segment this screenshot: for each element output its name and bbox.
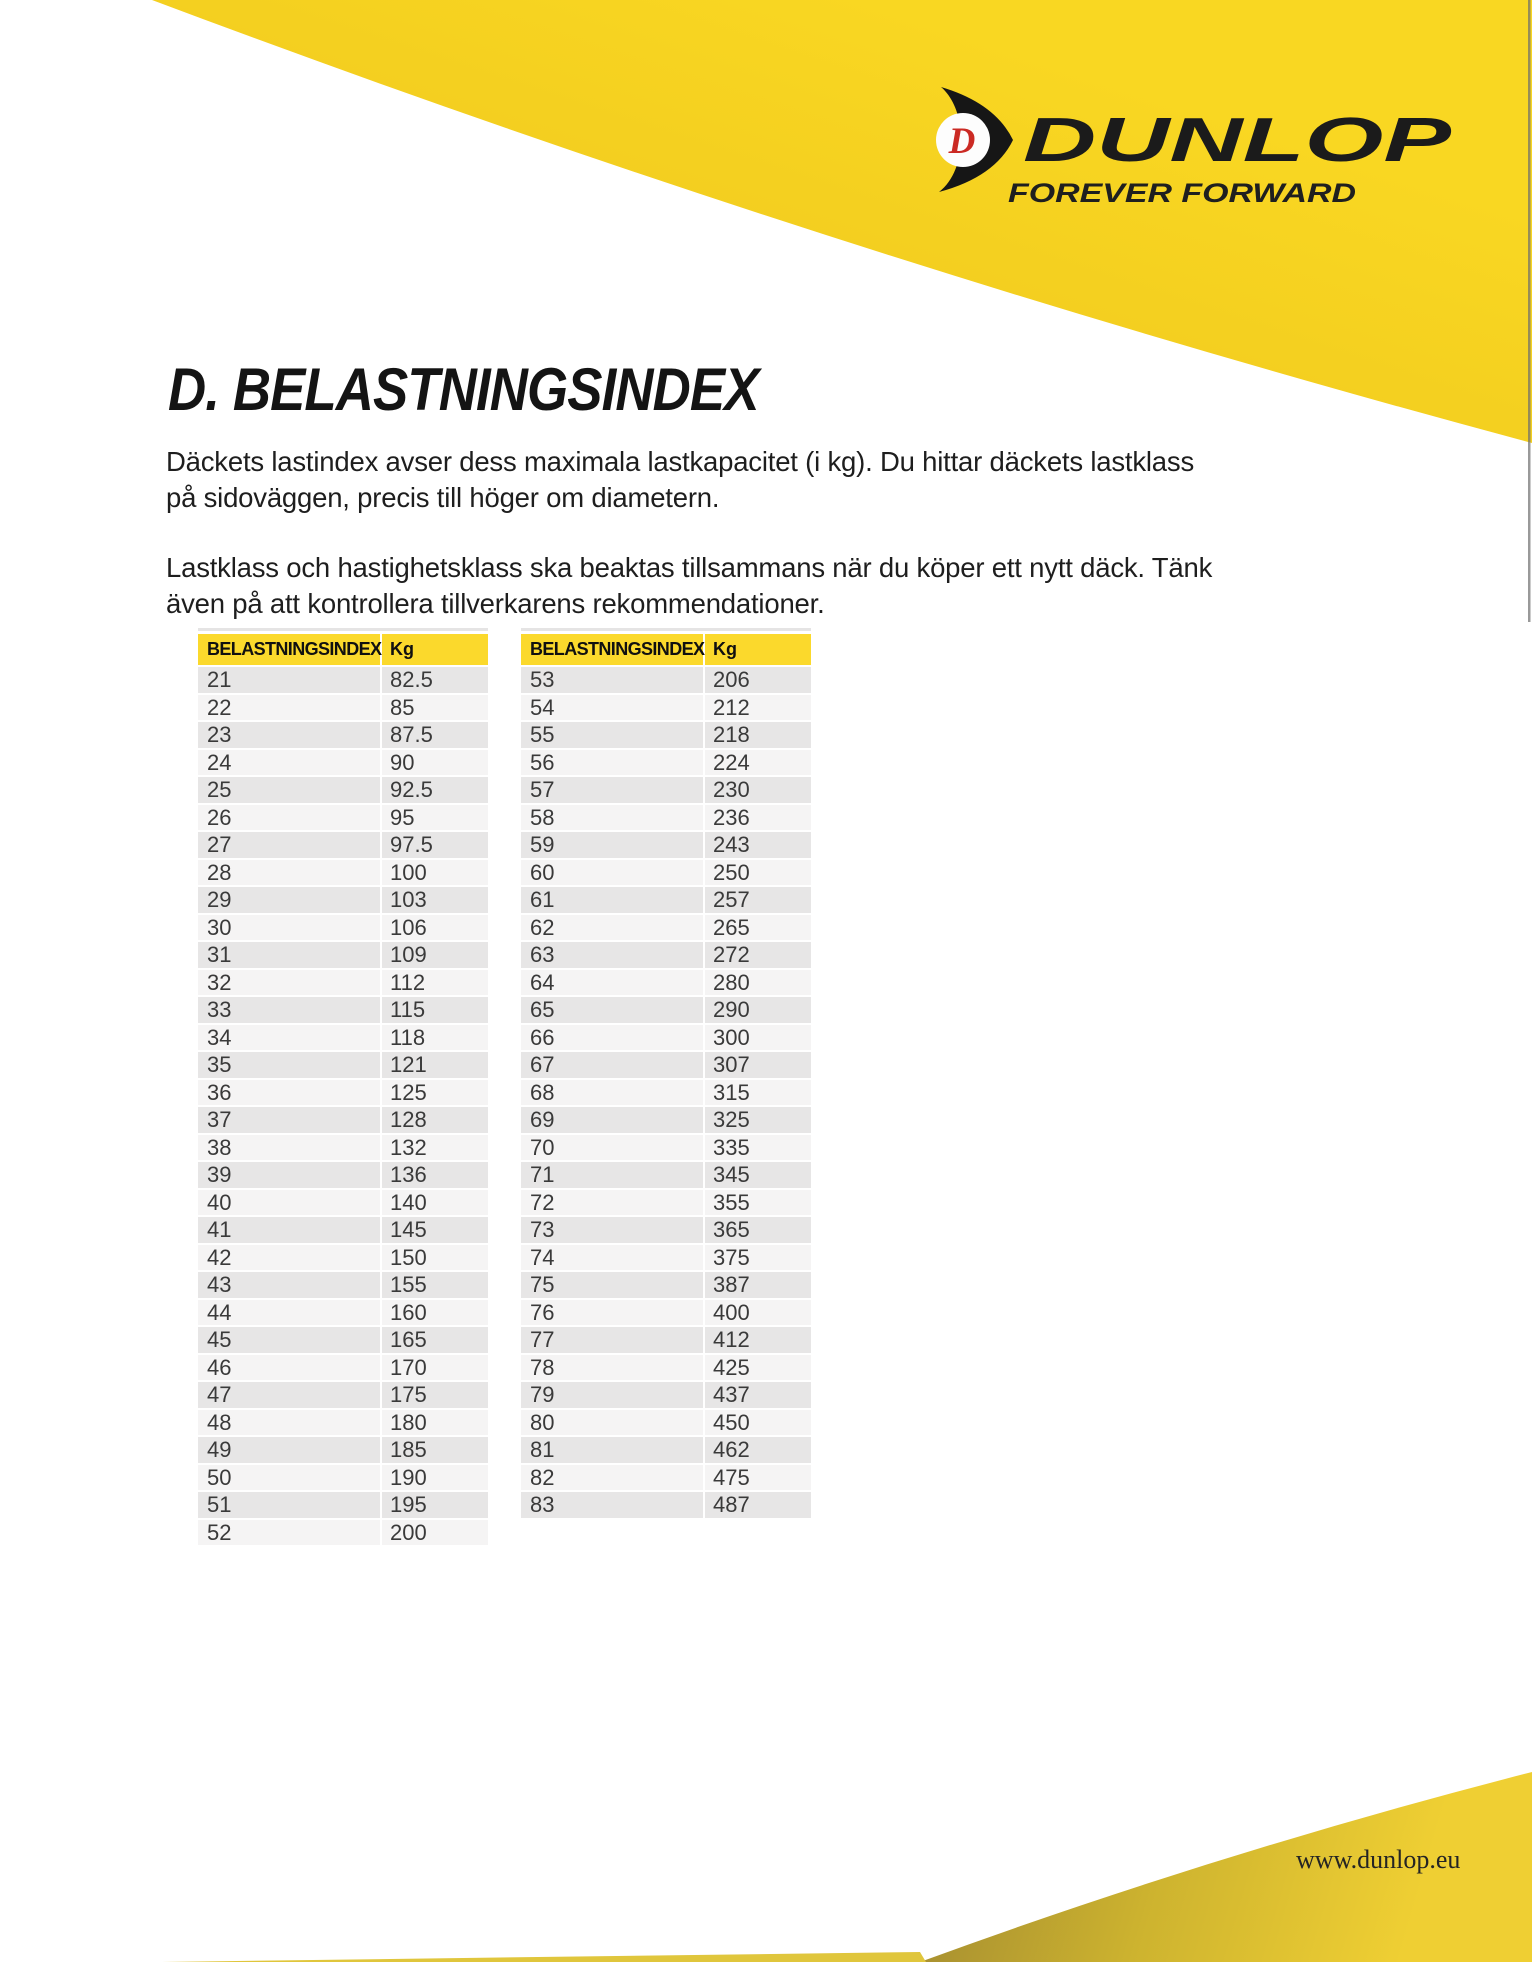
intro-paragraph-line2: på sidoväggen, precis till höger om diametern. (166, 482, 720, 513)
load-index-value: 30 (198, 915, 380, 941)
load-index-value: 44 (198, 1300, 380, 1326)
table-row (521, 1492, 811, 1518)
kg-value: 125 (382, 1080, 488, 1106)
load-index-value: 40 (198, 1190, 380, 1216)
kg-value: 315 (705, 1080, 811, 1106)
table-row (521, 915, 811, 941)
table-header (521, 634, 811, 665)
kg-value: 224 (705, 750, 811, 776)
table-row (521, 1190, 811, 1216)
load-index-value: 48 (198, 1410, 380, 1436)
load-index-value: 80 (521, 1410, 703, 1436)
column-header-kg: Kg (705, 634, 811, 665)
load-index-table-left (198, 628, 488, 1547)
table-row (198, 1355, 488, 1381)
table-row (521, 777, 811, 803)
load-index-value: 54 (521, 695, 703, 721)
table-row (521, 860, 811, 886)
kg-value: 115 (382, 997, 488, 1023)
table-row (198, 970, 488, 996)
kg-value: 112 (382, 970, 488, 996)
load-index-value: 49 (198, 1437, 380, 1463)
table-row (521, 805, 811, 831)
load-index-value: 29 (198, 887, 380, 913)
intro-paragraph-line1: Däckets lastindex avser dess maximala lastkapacitet (i kg). Du hittar däckets lastklass (166, 446, 1195, 477)
table-row (198, 1272, 488, 1298)
load-index-value: 55 (521, 722, 703, 748)
table-row (521, 832, 811, 858)
table-body (521, 667, 811, 1518)
kg-value: 212 (705, 695, 811, 721)
table-row (521, 667, 811, 693)
kg-value: 103 (382, 887, 488, 913)
kg-value: 150 (382, 1245, 488, 1271)
load-index-value: 65 (521, 997, 703, 1023)
kg-value: 82.5 (382, 667, 488, 693)
load-index-value: 37 (198, 1107, 380, 1133)
table-row (198, 1025, 488, 1051)
table-row (198, 1052, 488, 1078)
kg-value: 140 (382, 1190, 488, 1216)
kg-value: 121 (382, 1052, 488, 1078)
kg-value: 280 (705, 970, 811, 996)
load-index-value: 76 (521, 1300, 703, 1326)
table-row (198, 1080, 488, 1106)
load-index-value: 24 (198, 750, 380, 776)
kg-value: 265 (705, 915, 811, 941)
table-row (521, 1437, 811, 1463)
table-row (198, 997, 488, 1023)
advice-paragraph-line2: även på att kontrollera tillverkarens rekommendationer. (166, 588, 825, 619)
table-row (521, 1382, 811, 1408)
kg-value: 257 (705, 887, 811, 913)
kg-value: 195 (382, 1492, 488, 1518)
kg-value: 160 (382, 1300, 488, 1326)
table-row (198, 1382, 488, 1408)
kg-value: 450 (705, 1410, 811, 1436)
load-index-value: 31 (198, 942, 380, 968)
load-index-value: 34 (198, 1025, 380, 1051)
kg-value: 365 (705, 1217, 811, 1243)
table-row (198, 1190, 488, 1216)
kg-value: 190 (382, 1465, 488, 1491)
load-index-value: 51 (198, 1492, 380, 1518)
table-row (521, 1107, 811, 1133)
kg-value: 218 (705, 722, 811, 748)
website-link[interactable]: www.dunlop.eu (1296, 1845, 1461, 1874)
load-index-value: 32 (198, 970, 380, 996)
load-index-value: 66 (521, 1025, 703, 1051)
load-index-value: 72 (521, 1190, 703, 1216)
kg-value: 325 (705, 1107, 811, 1133)
load-index-value: 78 (521, 1355, 703, 1381)
kg-value: 400 (705, 1300, 811, 1326)
table-row (198, 1245, 488, 1271)
table-row (198, 1327, 488, 1353)
kg-value: 307 (705, 1052, 811, 1078)
kg-value: 155 (382, 1272, 488, 1298)
logo-wordmark: DUNLOP (1023, 106, 1453, 175)
load-index-value: 22 (198, 695, 380, 721)
kg-value: 230 (705, 777, 811, 803)
table-row (521, 750, 811, 776)
kg-value: 375 (705, 1245, 811, 1271)
table-row (521, 722, 811, 748)
load-index-value: 83 (521, 1492, 703, 1518)
load-index-value: 75 (521, 1272, 703, 1298)
table-row (198, 832, 488, 858)
table-row (521, 1217, 811, 1243)
kg-value: 437 (705, 1382, 811, 1408)
table-row (198, 1520, 488, 1546)
load-index-value: 56 (521, 750, 703, 776)
load-index-value: 59 (521, 832, 703, 858)
table-row (521, 887, 811, 913)
kg-value: 85 (382, 695, 488, 721)
kg-value: 236 (705, 805, 811, 831)
load-index-value: 53 (521, 667, 703, 693)
load-index-value: 42 (198, 1245, 380, 1271)
kg-value: 97.5 (382, 832, 488, 858)
table-row (198, 1107, 488, 1133)
load-index-value: 21 (198, 667, 380, 693)
table-row (521, 695, 811, 721)
kg-value: 300 (705, 1025, 811, 1051)
table-row (521, 1080, 811, 1106)
kg-value: 475 (705, 1465, 811, 1491)
table-row (521, 1300, 811, 1326)
table-row (198, 1162, 488, 1188)
table-row (198, 860, 488, 886)
kg-value: 100 (382, 860, 488, 886)
kg-value: 90 (382, 750, 488, 776)
load-index-value: 63 (521, 942, 703, 968)
load-index-value: 46 (198, 1355, 380, 1381)
load-index-value: 36 (198, 1080, 380, 1106)
intro-paragraph (166, 444, 1194, 516)
kg-value: 95 (382, 805, 488, 831)
advice-paragraph (166, 550, 1212, 622)
load-index-value: 74 (521, 1245, 703, 1271)
table-row (521, 997, 811, 1023)
table-row (198, 1135, 488, 1161)
load-index-value: 23 (198, 722, 380, 748)
logo-tagline: FOREVER FORWARD (1008, 178, 1356, 208)
table-row (198, 1465, 488, 1491)
load-index-value: 25 (198, 777, 380, 803)
kg-value: 185 (382, 1437, 488, 1463)
table-row (198, 722, 488, 748)
load-index-value: 28 (198, 860, 380, 886)
table-row (198, 1217, 488, 1243)
kg-value: 132 (382, 1135, 488, 1161)
load-index-value: 35 (198, 1052, 380, 1078)
kg-value: 200 (382, 1520, 488, 1546)
table-row (521, 1272, 811, 1298)
table-row (198, 777, 488, 803)
table-row (521, 970, 811, 996)
kg-value: 243 (705, 832, 811, 858)
load-index-value: 64 (521, 970, 703, 996)
kg-value: 180 (382, 1410, 488, 1436)
load-index-value: 67 (521, 1052, 703, 1078)
load-index-value: 69 (521, 1107, 703, 1133)
table-body (198, 667, 488, 1545)
load-index-value: 71 (521, 1162, 703, 1188)
table-row (198, 1437, 488, 1463)
load-index-value: 79 (521, 1382, 703, 1408)
load-index-value: 38 (198, 1135, 380, 1161)
load-index-value: 60 (521, 860, 703, 886)
load-index-value: 45 (198, 1327, 380, 1353)
load-index-value: 58 (521, 805, 703, 831)
table-row (521, 1410, 811, 1436)
kg-value: 355 (705, 1190, 811, 1216)
load-index-value: 82 (521, 1465, 703, 1491)
kg-value: 345 (705, 1162, 811, 1188)
kg-value: 106 (382, 915, 488, 941)
load-index-value: 70 (521, 1135, 703, 1161)
load-index-value: 39 (198, 1162, 380, 1188)
table-row (198, 805, 488, 831)
load-index-value: 52 (198, 1520, 380, 1546)
kg-value: 272 (705, 942, 811, 968)
column-header-index: BELASTNINGSINDEX (521, 634, 703, 665)
table-row (521, 1245, 811, 1271)
kg-value: 109 (382, 942, 488, 968)
kg-value: 92.5 (382, 777, 488, 803)
table-row (198, 750, 488, 776)
kg-value: 175 (382, 1382, 488, 1408)
kg-value: 128 (382, 1107, 488, 1133)
load-index-value: 68 (521, 1080, 703, 1106)
load-index-value: 47 (198, 1382, 380, 1408)
column-header-kg: Kg (382, 634, 488, 665)
load-index-value: 61 (521, 887, 703, 913)
load-index-value: 26 (198, 805, 380, 831)
table-row (198, 942, 488, 968)
table-header (198, 634, 488, 665)
table-row (198, 1410, 488, 1436)
table-row (521, 942, 811, 968)
bottom-yellow-strip (162, 1952, 926, 1962)
load-index-value: 43 (198, 1272, 380, 1298)
kg-value: 206 (705, 667, 811, 693)
table-row (521, 1052, 811, 1078)
table-row (521, 1355, 811, 1381)
kg-value: 145 (382, 1217, 488, 1243)
load-index-value: 57 (521, 777, 703, 803)
table-row (521, 1025, 811, 1051)
kg-value: 387 (705, 1272, 811, 1298)
kg-value: 250 (705, 860, 811, 886)
table-row (198, 667, 488, 693)
advice-paragraph-line1: Lastklass och hastighetsklass ska beaktas tillsammans när du köper ett nytt däck. Tänk (166, 552, 1213, 583)
logo-roundel-letter: D (948, 121, 976, 162)
kg-value: 118 (382, 1025, 488, 1051)
table-row (521, 1135, 811, 1161)
kg-value: 335 (705, 1135, 811, 1161)
table-row (198, 1492, 488, 1518)
kg-value: 425 (705, 1355, 811, 1381)
kg-value: 290 (705, 997, 811, 1023)
table-row (198, 887, 488, 913)
kg-value: 165 (382, 1327, 488, 1353)
kg-value: 487 (705, 1492, 811, 1518)
kg-value: 136 (382, 1162, 488, 1188)
table-row (198, 695, 488, 721)
load-index-value: 33 (198, 997, 380, 1023)
load-index-table-right (521, 628, 811, 1520)
kg-value: 462 (705, 1437, 811, 1463)
right-edge-artifact-line (1528, 0, 1531, 622)
table-row (198, 1300, 488, 1326)
table-row (521, 1162, 811, 1188)
load-index-value: 41 (198, 1217, 380, 1243)
kg-value: 170 (382, 1355, 488, 1381)
load-index-value: 27 (198, 832, 380, 858)
load-index-value: 81 (521, 1437, 703, 1463)
load-index-value: 50 (198, 1465, 380, 1491)
load-index-value: 77 (521, 1327, 703, 1353)
kg-value: 412 (705, 1327, 811, 1353)
kg-value: 87.5 (382, 722, 488, 748)
load-index-value: 73 (521, 1217, 703, 1243)
page-title: D. BELASTNINGSINDEX (168, 356, 759, 423)
table-row (521, 1327, 811, 1353)
load-index-value: 62 (521, 915, 703, 941)
table-row (521, 1465, 811, 1491)
table-row (198, 915, 488, 941)
column-header-index: BELASTNINGSINDEX (198, 634, 380, 665)
